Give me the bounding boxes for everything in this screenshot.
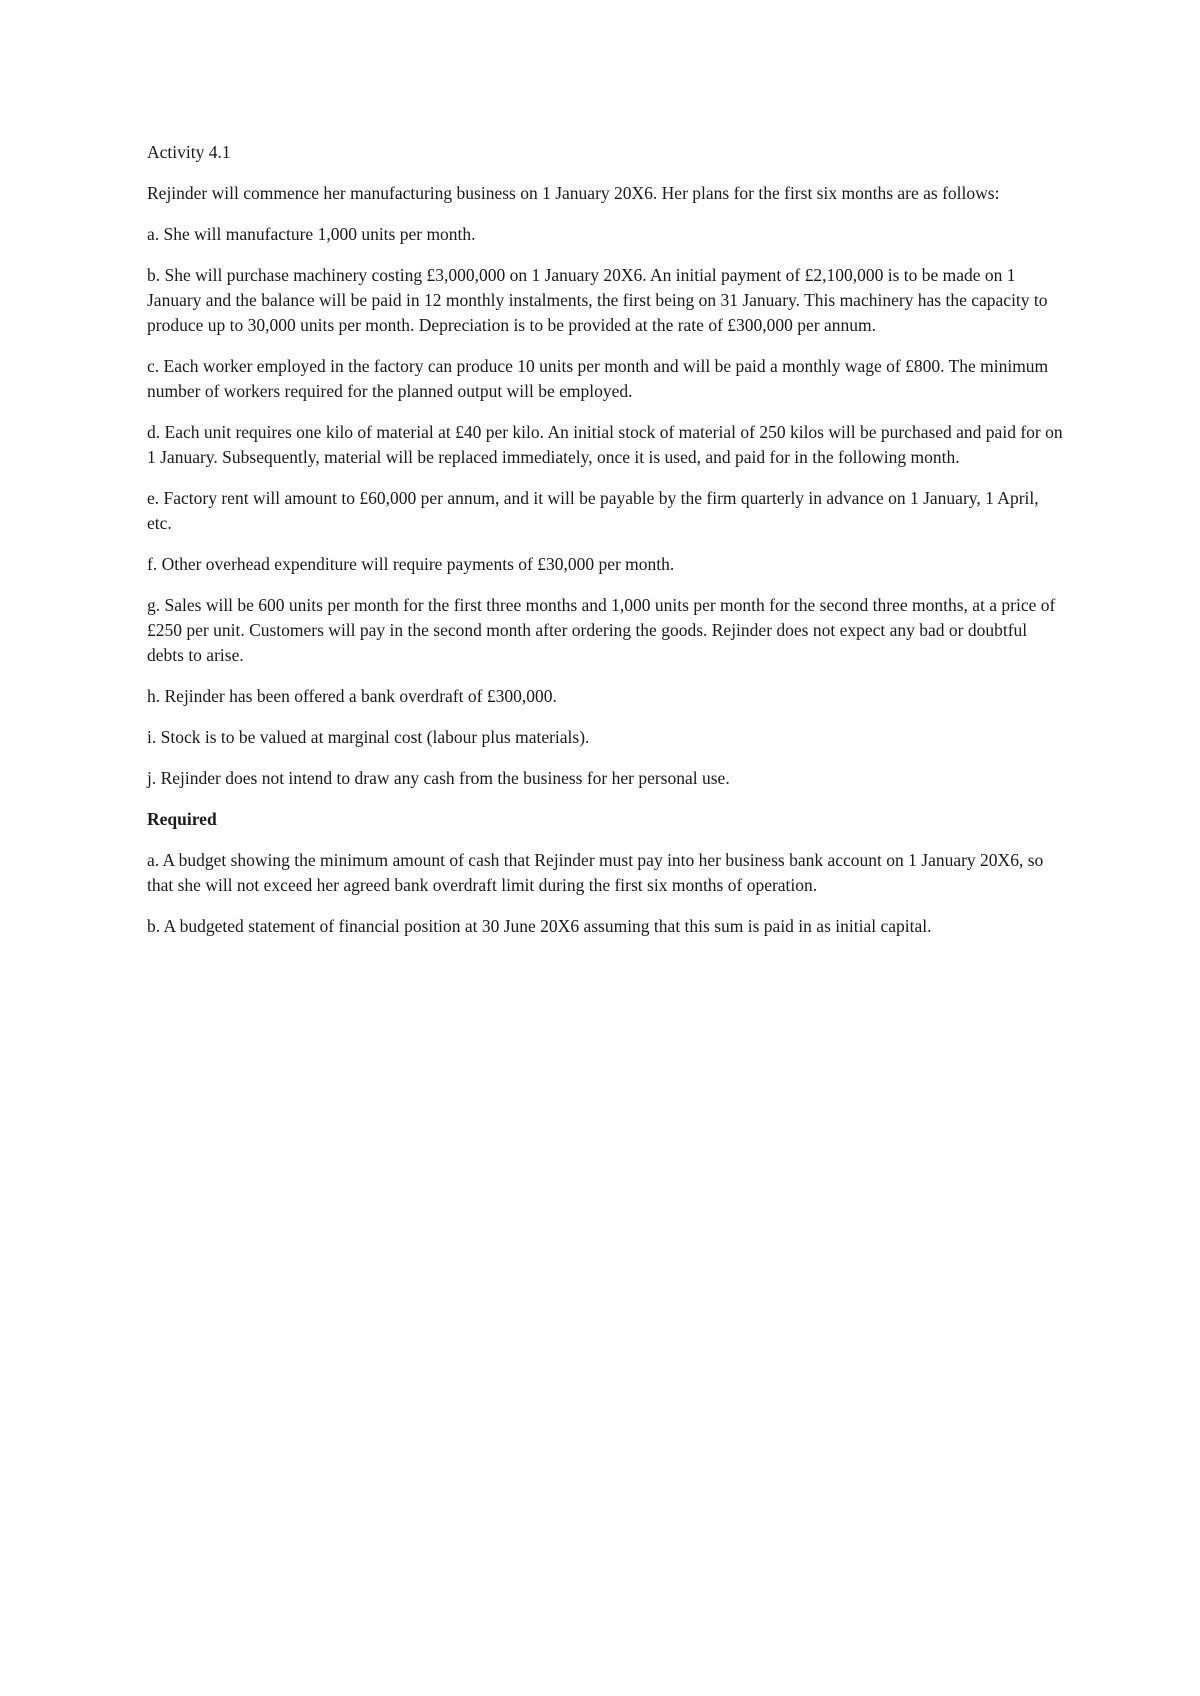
plan-item-f: f. Other overhead expenditure will require payments of £30,000 per month. [147, 554, 675, 574]
activity-title: Activity 4.1 [147, 142, 231, 162]
required-heading: Required [147, 809, 217, 829]
plan-item-j: j. Rejinder does not intend to draw any cash from the business for her personal use. [147, 768, 730, 788]
intro-paragraph: Rejinder will commence her manufacturing business on 1 January 20X6. Her plans for the first six months are as follows: [147, 183, 1000, 203]
plan-item-i: i. Stock is to be valued at marginal cost (labour plus materials). [147, 727, 590, 747]
plan-item-h: h. Rejinder has been offered a bank overdraft of £300,000. [147, 686, 557, 706]
plan-item-a: a. She will manufacture 1,000 units per month. [147, 224, 476, 244]
plan-item-b: b. She will purchase machinery costing £3,000,000 on 1 January 20X6. An initial payment of £2,100,000 is to be made on 1 January and the balance will be paid in 12 monthly instalments, the first being on 31 January. This machinery has the capacity to produce up to 30,000 units per month. Depreciation is to be provided at the rate of £300,000 per annum. [147, 265, 1048, 335]
required-item-a: a. A budget showing the minimum amount of cash that Rejinder must pay into her business bank account on 1 January 20X6, so that she will not exceed her agreed bank overdraft limit during the first six months of operation. [147, 850, 1044, 895]
plan-item-d: d. Each unit requires one kilo of material at £40 per kilo. An initial stock of material of 250 kilos will be purchased and paid for on 1 January. Subsequently, material will be replaced immediately, once it is used, and paid for in the following month. [147, 422, 1063, 467]
plan-item-e: e. Factory rent will amount to £60,000 per annum, and it will be payable by the firm quarterly in advance on 1 January, 1 April, etc. [147, 488, 1039, 533]
plan-item-c: c. Each worker employed in the factory can produce 10 units per month and will be paid a monthly wage of £800. The minimum number of workers required for the planned output will be employed. [147, 356, 1049, 401]
plan-item-g: g. Sales will be 600 units per month for the first three months and 1,000 units per month for the second three months, at a price of £250 per unit. Customers will pay in the second month after ordering the goods. Rejinder does not expect any bad or doubtful debts to arise. [147, 595, 1056, 665]
document-page [147, 140, 1067, 955]
required-item-b: b. A budgeted statement of financial position at 30 June 20X6 assuming that this sum is paid in as initial capital. [147, 916, 932, 936]
